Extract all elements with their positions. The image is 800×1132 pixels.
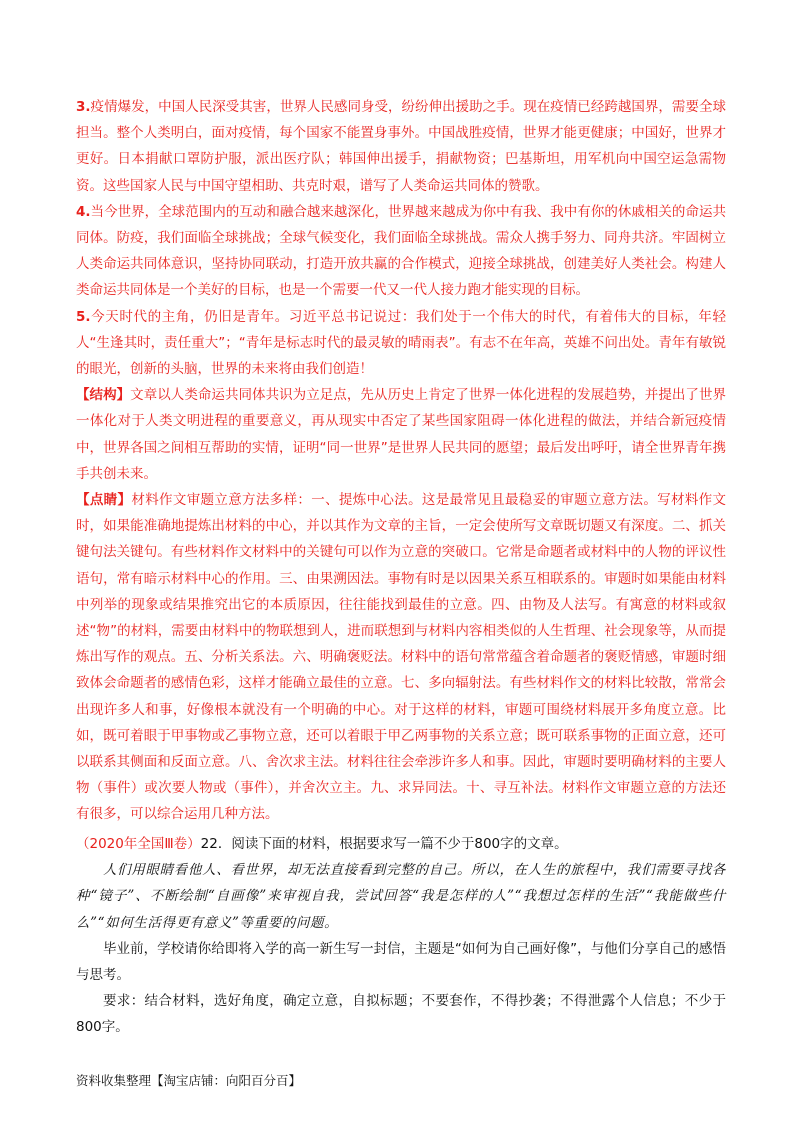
point-number: 5. <box>76 308 91 325</box>
point-number: 4. <box>76 203 91 220</box>
point-4 <box>76 199 726 304</box>
tips-tag: 【点睛】 <box>76 492 132 509</box>
point-text: 当今世界，全球范围内的互动和融合越来越深化，世界越来越成为你中有我、我中有你的休戚相关的命运共同体。防疫，我们面临全球挑战；全球气候变化，我们面临全球挑战。需众人携手努力、同舟共济。牢固树立人类命运共同体意识，坚持协同联动，打造开放共赢的合作模式，迎接全球挑战，创建美好人类社会。构建人类命运共同体是一个美好的目标，也是一个需要一代又一代人接力跑才能实现的目标。 <box>76 203 726 299</box>
question-prompt: 22．阅读下面的材料，根据要求写一篇不少于800字的文章。 <box>200 836 568 852</box>
structure-text: 文章以人类命运共同体共识为立足点，先从历史上肯定了世界一体化进程的发展趋势，并提出了世界一体化对于人类文明进程的重要意义，再从现实中否定了某些国家阻碍一体化进程的做法，并结合新冠疫情中，世界各国之间相互帮助的实情，证明“同一世界”是世界人民共同的愿望；最后发出呼吁，请全世界青年携手共创未来。 <box>76 387 727 482</box>
question-material: 人们用眼睛看他人、看世界，却无法直接看到完整的自己。所以，在人生的旅程中，我们需要寻找各种“镜子”、不断绘制“自画像”来审视自我，尝试回答“我是怎样的人”“我想过怎样的生活”“我能做些什么”“如何生活得更有意义”等重要的问题。 <box>76 862 726 931</box>
question-requirements: 要求：结合材料，选好角度，确定立意，自拟标题；不要套作，不得抄袭；不得泄露个人信息；不少于800字。 <box>76 993 726 1036</box>
question-task: 毕业前，学校请你给即将入学的高一新生写一封信，主题是“如何为自己画好像”，与他们分享自己的感悟与思考。 <box>76 940 726 984</box>
point-number: 3. <box>76 99 91 115</box>
structure-paragraph <box>76 382 726 487</box>
tips-text: 材料作文审题立意方法多样：一、提炼中心法。这是最常见且最稳妥的审题立意方法。写材料作文时，如果能准确地提炼出材料的中心，并以其作为文章的主旨，一定会使所写文章既切题又有深度。二、抓关键句法关键句。有些材料作文材料中的关键句可以作为立意的突破口。它常是命题者或材料中的人物的评议性语句，常有暗示材料中心的作用。三、由果溯因法。事物有时是以因果关系互相联系的。审题时如果能由材料中列举的现象或结果推究出它的本质原因，往往能找到最佳的立意。四、由物及人法写。有寓意的材料或叙述“物”的材料，需要由材料中的物联想到人，进而联想到与材料内容相类似的人生哲理、社会现象等，从而提炼出写作的观点。五、分析关系法。六、明确褒贬法。材料中的语句常常蕴含着命题者的褒贬情感，审题时细致体会命题者的感情色彩，这样才能确立最佳的立意。七、多向辐射法。有些材料作文的材料比较散，常常会出现许多人和事，好像根本就没有一个明确的中心。对于这样的材料，审题可围绕材料展开多角度立意。比如，既可着眼于甲事物或乙事物立意，还可以着眼于甲乙两事物的关系立意；既可联系事物的正面立意，还可以联系其侧面和反面立意。八、舍次求主法。材料往往会牵涉许多人和事。因此，审题时要明确材料的主要人物（事件）或次要人物或（事件），并舍次立主。九、求异同法。十、寻互补法。材料作文审题立意的方法还有很多，可以综合运用几种方法。 <box>76 492 727 823</box>
analysis-section <box>76 94 726 828</box>
question-heading <box>76 831 726 857</box>
page-footer: 资料收集整理【淘宝店铺：向阳百分百】 <box>76 1073 302 1088</box>
point-3 <box>76 94 726 199</box>
structure-tag: 【结构】 <box>76 387 131 404</box>
point-text: 今天时代的主角，仍旧是青年。习近平总书记说过：我们处于一个伟大的时代，有着伟大的目标，年轻人“生逢其时，责任重大”；“青年是标志时代的最灵敏的晴雨表”。有志不在年高，英雄不问出处。青年有敏锐的眼光，创新的头脑，世界的未来将由我们创造！ <box>76 308 726 378</box>
point-5 <box>76 304 726 383</box>
question-section <box>76 831 726 1041</box>
tips-paragraph <box>76 487 726 828</box>
question-source: （2020年全国Ⅲ卷） <box>76 836 201 852</box>
point-text: 疫情爆发，中国人民深受其害，世界人民感同身受，纷纷伸出援助之手。现在疫情已经跨越国界，需要全球担当。整个人类明白，面对疫情，每个国家不能置身事外。中国战胜疫情，世界才能更健康；中国好，世界才更好。日本捐献口罩防护服，派出医疗队；韩国伸出援手，捐献物资；巴基斯坦，用军机向中国空运急需物资。这些国家人民与中国守望相助、共克时艰，谱写了人类命运共同体的赞歌。 <box>76 99 726 194</box>
